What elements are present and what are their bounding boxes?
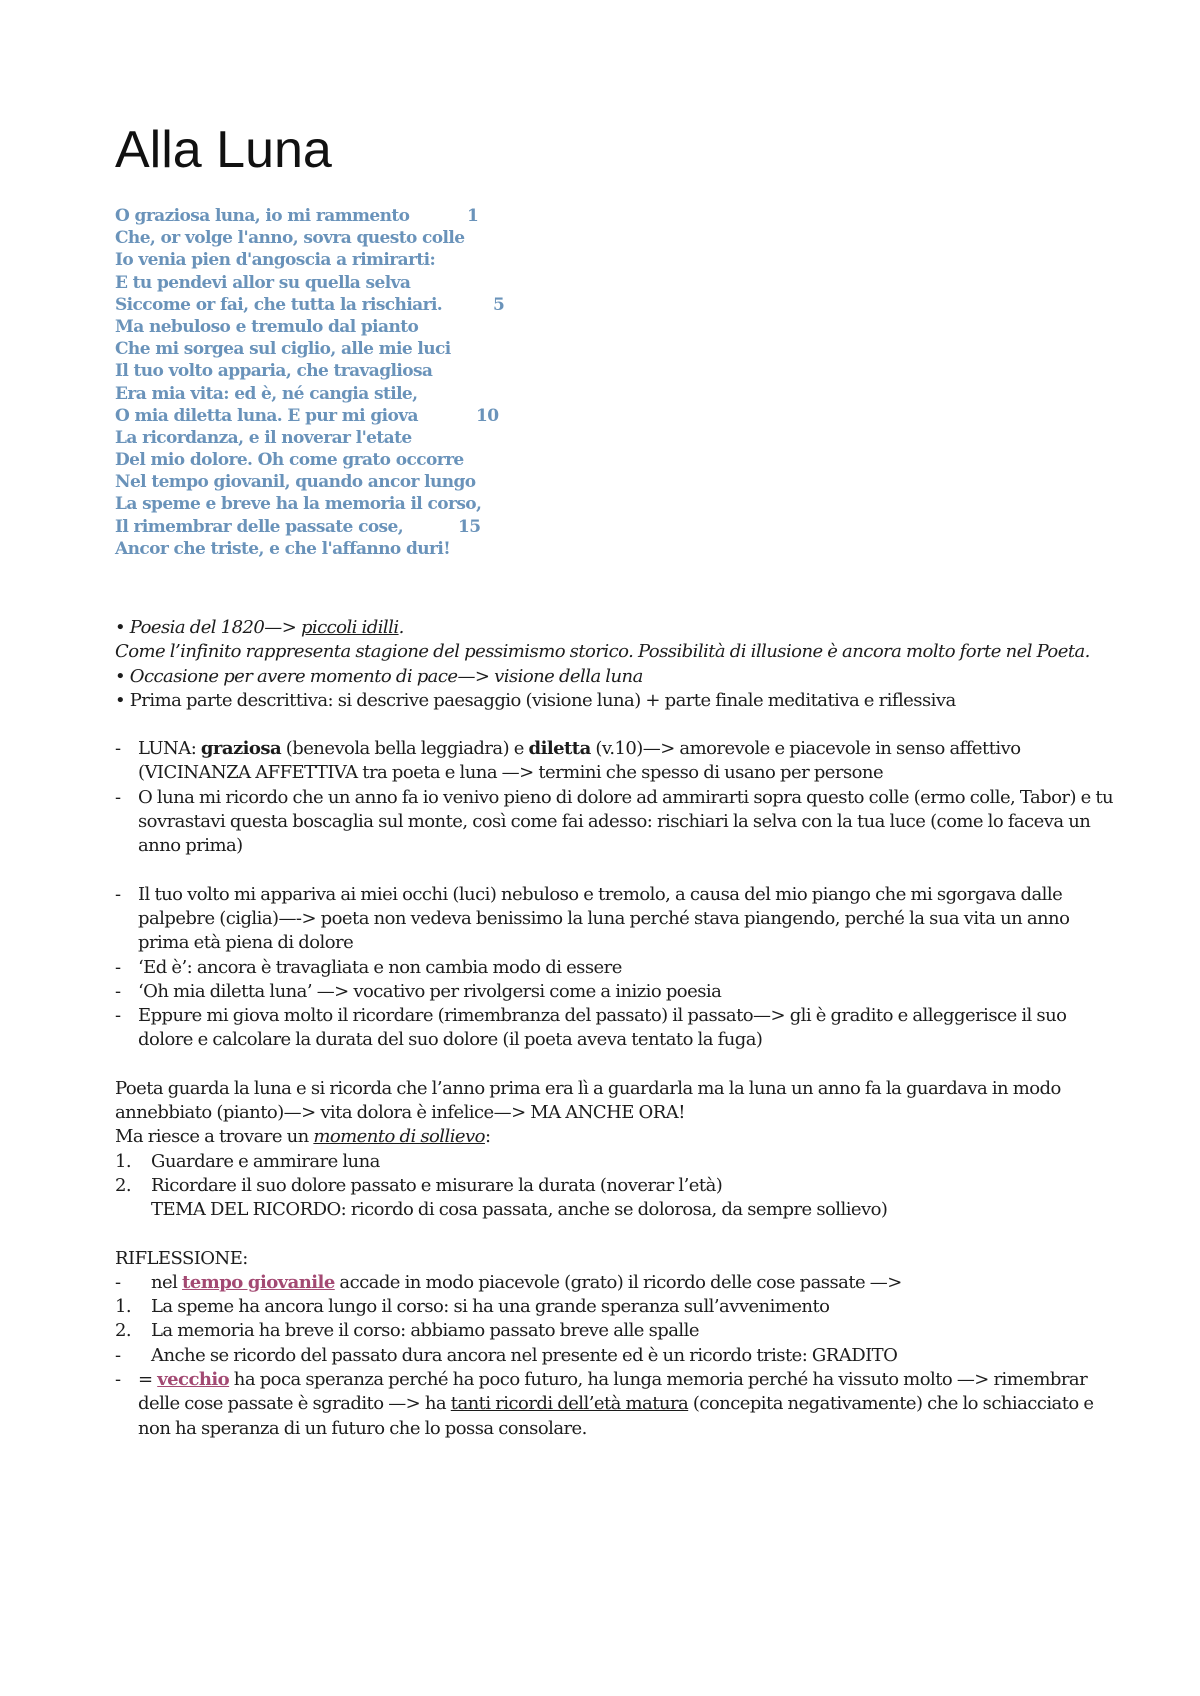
verse-text: La ricordanza, e il noverar l'etate bbox=[115, 427, 412, 448]
dash-mark: - bbox=[115, 1369, 121, 1391]
item-text: ha poca speranza perché ha poco futuro, ha lunga memoria perché ha vissuto molto —> rimembrar delle cose passate è sgradito —> ha bbox=[138, 1369, 1088, 1415]
dash-item bbox=[115, 1344, 1115, 1368]
intro-text: . bbox=[398, 617, 404, 638]
poem-verse bbox=[115, 471, 615, 493]
poem bbox=[115, 205, 615, 560]
dash-mark: - bbox=[115, 1005, 121, 1027]
item-text: O luna mi ricordo che un anno fa io venivo pieno di dolore ad ammirarti sopra questo colle (ermo colle, Tabor) e tu sovrastavi questa boscaglia sul monte, così come fai adesso: rischiari la selva con la tua luce (come lo faceva un anno prima) bbox=[138, 786, 1114, 857]
paragraph: Poeta guarda la luna e si ricorda che l’anno prima era lì a guardarla ma la luna un anno fa la guardava in modo annebbiato (pianto)—> vita dolora è infelice—> MA ANCHE ORA! bbox=[115, 1077, 1061, 1124]
intro-text: Prima parte descrittiva: si descrive paesaggio (visione luna) + parte finale meditativa e riflessiva bbox=[129, 689, 956, 711]
verse-number: 5 bbox=[493, 294, 505, 315]
item-text: Il tuo volto mi appariva ai miei occhi (luci) nebuloso e tremolo, a causa del mio piango che mi sgorgava dalle palpebre (ciglia)—-> poeta non vedeva benissimo la luna perché stava piangendo, perché la sua vita un anno prima età piena di dolore bbox=[138, 883, 1070, 954]
dash-mark: - bbox=[115, 980, 121, 1002]
verse-text: E tu pendevi allor su quella selva bbox=[115, 272, 411, 293]
verse-text: Il tuo volto apparia, che travagliosa bbox=[115, 361, 433, 382]
item-text: ‘Ed è’: ancora è travagliata e non cambia modo di essere bbox=[138, 956, 622, 978]
verse-text: O mia diletta luna. E pur mi giova bbox=[115, 405, 418, 426]
verse-text: Che mi sorgea sul ciglio, alle mie luci bbox=[115, 339, 451, 360]
item-text: (v.10)—> amorevole e piacevole in senso affettivo (VICINANZA AFFETTIVA tra poeta e luna —> termini che spesso di usano per persone bbox=[138, 738, 1021, 784]
item-text: La speme ha ancora lungo il corso: si ha una grande speranza sull’avvenimento bbox=[151, 1296, 830, 1318]
bullet-mark: • bbox=[115, 665, 126, 687]
underlined-term: tanti ricordi dell’età matura bbox=[450, 1393, 689, 1415]
intro-line bbox=[115, 689, 1115, 713]
item-text: Anche se ricordo del passato dura ancora nel presente ed è un ricordo triste: GRADITO bbox=[151, 1344, 898, 1366]
verse-text: Siccome or fai, che tutta la rischiari. bbox=[115, 294, 443, 315]
intro-line bbox=[115, 665, 1115, 689]
item-text: = bbox=[138, 1369, 158, 1391]
numbered-subitem bbox=[115, 1198, 1115, 1222]
bold-term: diletta bbox=[528, 738, 591, 760]
verse-text: O graziosa luna, io mi rammento bbox=[115, 206, 410, 226]
poem-verse bbox=[115, 272, 615, 294]
dash-item bbox=[115, 1271, 1115, 1295]
intro-line bbox=[115, 616, 1115, 640]
paragraph-text: Ma riesce a trovare un bbox=[115, 1126, 314, 1148]
verse-text: Che, or volge l'anno, sovra questo colle bbox=[115, 228, 465, 249]
intro-paragraph: Come l’infinito rappresenta stagione del pessimismo storico. Possibilità di illusione è ancora molto forte nel Poeta. bbox=[115, 641, 1090, 663]
poem-verse bbox=[115, 449, 615, 471]
dash-item bbox=[115, 1368, 1115, 1441]
poem-verse bbox=[115, 227, 615, 249]
dash-mark: - bbox=[115, 738, 121, 760]
item-text: TEMA DEL RICORDO: ricordo di cosa passata, anche se dolorosa, da sempre sollievo) bbox=[151, 1199, 888, 1221]
dash-item bbox=[115, 956, 1115, 980]
bullet-mark: • bbox=[115, 617, 126, 638]
poem-verse bbox=[115, 205, 615, 227]
verse-text: Il rimembrar delle passate cose, bbox=[115, 516, 404, 537]
number-mark: 2. bbox=[115, 1320, 132, 1342]
poem-verse bbox=[115, 427, 615, 449]
underlined-term: piccoli idilli bbox=[300, 617, 399, 638]
poem-verse bbox=[115, 316, 615, 338]
number-mark: 1. bbox=[115, 1296, 132, 1318]
highlighted-term: tempo giovanile bbox=[182, 1271, 335, 1293]
item-text: (concepita negativamente) che lo schiacciato e non ha speranza di un futuro che lo possa consolare. bbox=[138, 1393, 1094, 1439]
verse-text: Nel tempo giovanil, quando ancor lungo bbox=[115, 472, 476, 493]
item-text: LUNA: bbox=[138, 738, 201, 760]
intro-text: Occasione per avere momento di pace—> visione della luna bbox=[129, 665, 643, 687]
underlined-term: momento di sollievo bbox=[313, 1126, 485, 1148]
verse-text: Ancor che triste, e che l'affanno duri! bbox=[115, 538, 451, 559]
dash-item bbox=[115, 737, 1115, 786]
paragraph bbox=[115, 1125, 1115, 1149]
verse-text: Io venia pien d'angoscia a rimirarti: bbox=[115, 250, 436, 271]
highlighted-term: vecchio bbox=[157, 1369, 230, 1391]
poem-verse bbox=[115, 360, 615, 382]
numbered-item bbox=[115, 1174, 1115, 1198]
numbered-item bbox=[115, 1319, 1115, 1343]
item-text: accade in modo piacevole (grato) il ricordo delle cose passate —> bbox=[334, 1271, 902, 1293]
bold-term: graziosa bbox=[200, 738, 282, 760]
number-mark: 1. bbox=[115, 1150, 132, 1172]
item-text: La memoria ha breve il corso: abbiamo passato breve alle spalle bbox=[151, 1320, 699, 1342]
poem-verse bbox=[115, 294, 615, 316]
verse-number: 10 bbox=[476, 405, 499, 426]
poem-verse bbox=[115, 338, 615, 360]
poem-verse bbox=[115, 493, 615, 515]
poem-verse bbox=[115, 405, 615, 427]
poem-verse bbox=[115, 538, 615, 560]
dash-mark: - bbox=[115, 956, 121, 978]
poem-verse bbox=[115, 249, 615, 271]
paragraph-text: : bbox=[484, 1126, 491, 1148]
dash-mark: - bbox=[115, 1344, 121, 1366]
verse-number: 1 bbox=[467, 206, 479, 226]
item-text: ‘Oh mia diletta luna’ —> vocativo per rivolgersi come a inizio poesia bbox=[138, 980, 722, 1002]
poem-verse bbox=[115, 516, 615, 538]
verse-text: Ma nebuloso e tremulo dal pianto bbox=[115, 316, 419, 337]
verse-text: Era mia vita: ed è, né cangia stile, bbox=[115, 383, 418, 404]
dash-mark: - bbox=[115, 786, 121, 808]
intro-text: Poesia del 1820—> bbox=[129, 617, 301, 638]
poem-verse bbox=[115, 383, 615, 405]
item-text: Eppure mi giova molto il ricordare (rimembranza del passato) il passato—> gli è gradito e alleggerisce il suo dolore e calcolare la durata del suo dolore (il poeta aveva tentato la fuga) bbox=[138, 1005, 1067, 1051]
dash-mark: - bbox=[115, 1271, 121, 1293]
page-title: Alla Luna bbox=[115, 121, 332, 179]
number-mark: 2. bbox=[115, 1174, 132, 1196]
dash-item bbox=[115, 883, 1115, 956]
numbered-item bbox=[115, 1150, 1115, 1174]
section-heading: RIFLESSIONE: bbox=[115, 1247, 248, 1269]
dash-item bbox=[115, 1004, 1115, 1053]
dash-mark: - bbox=[115, 883, 121, 905]
item-text: (benevola bella leggiadra) e bbox=[281, 738, 529, 760]
verse-text: La speme e breve ha la memoria il corso, bbox=[115, 494, 482, 515]
numbered-item bbox=[115, 1295, 1115, 1319]
item-text: nel bbox=[151, 1271, 183, 1293]
verse-text: Del mio dolore. Oh come grato occorre bbox=[115, 450, 464, 471]
notes-section bbox=[115, 616, 1115, 1441]
verse-number: 15 bbox=[458, 516, 481, 537]
item-text: Guardare e ammirare luna bbox=[151, 1150, 380, 1172]
dash-item bbox=[115, 980, 1115, 1004]
dash-item bbox=[115, 786, 1115, 859]
bullet-mark: • bbox=[115, 689, 126, 711]
item-text: Ricordare il suo dolore passato e misurare la durata (noverar l’età) bbox=[151, 1174, 723, 1196]
